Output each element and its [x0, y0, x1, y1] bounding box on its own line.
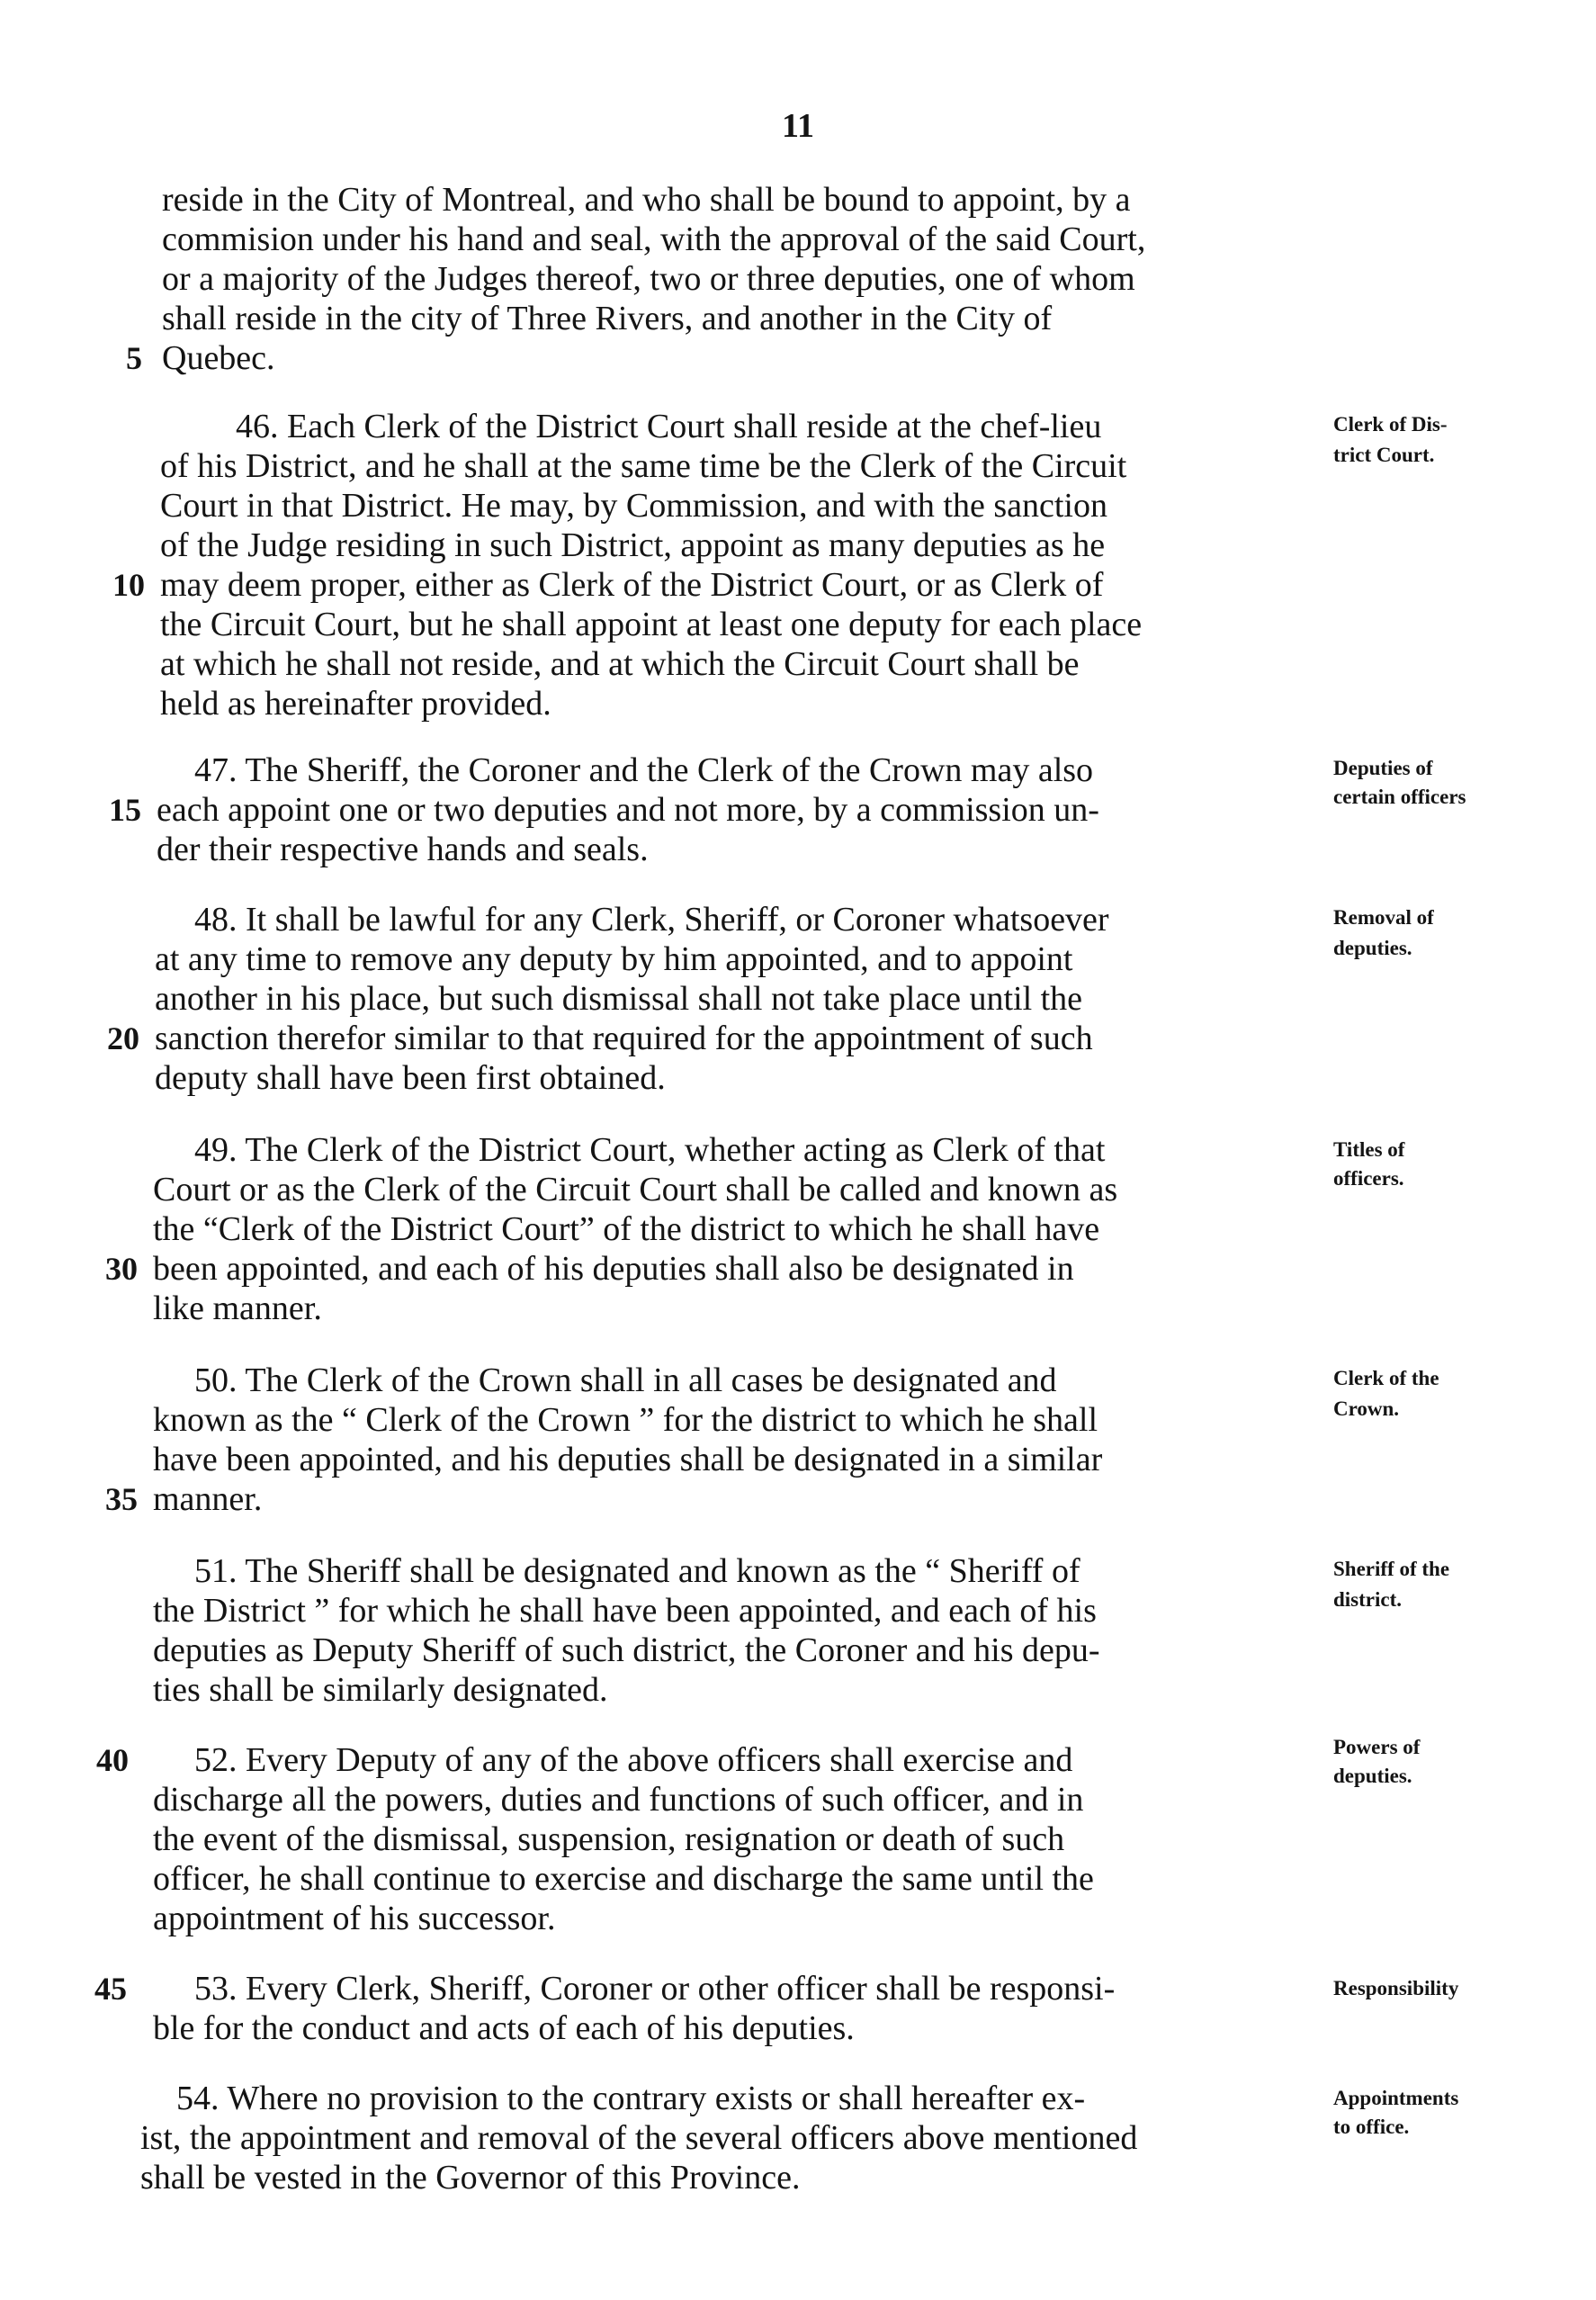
line-number: 15 [109, 792, 141, 828]
body-line: each appoint one or two deputies and not more, by a commission un- [157, 791, 1099, 829]
page-number: 11 [782, 107, 814, 145]
margin-note: Removal of [1333, 906, 1434, 929]
line-number: 30 [105, 1251, 138, 1287]
margin-note: certain officers [1333, 786, 1466, 808]
line-number: 35 [105, 1481, 138, 1517]
section-53-first-line: 53. Every Clerk, Sheriff, Coroner or other officer shall be responsi- [194, 1970, 1116, 2008]
body-line: Quebec. [162, 339, 275, 377]
margin-note: Deputies of [1333, 757, 1433, 779]
line-number: 20 [107, 1020, 139, 1056]
body-line: been appointed, and each of his deputies shall also be designated in [153, 1250, 1074, 1288]
body-line: discharge all the powers, duties and functions of such officer, and in [153, 1781, 1084, 1819]
body-line: known as the “ Clerk of the Crown ” for the district to which he shall [153, 1401, 1098, 1439]
body-line: the event of the dismissal, suspension, resignation or death of such [153, 1820, 1065, 1858]
body-line: the District ” for which he shall have been appointed, and each of his [153, 1592, 1097, 1630]
body-line: deputy shall have been first obtained. [155, 1059, 666, 1097]
body-line: sanction therefor similar to that required for the appointment of such [155, 1020, 1093, 1057]
body-line: the “Clerk of the District Court” of the district to which he shall have [153, 1210, 1100, 1248]
body-line: at which he shall not reside, and at which the Circuit Court shall be [160, 645, 1080, 683]
body-line: of his District, and he shall at the same time be the Clerk of the Circuit [160, 447, 1127, 485]
margin-note: Responsibility [1333, 1977, 1459, 1999]
margin-note: officers. [1333, 1167, 1404, 1190]
section-49-first-line: 49. The Clerk of the District Court, whether acting as Clerk of that [194, 1131, 1106, 1169]
line-number: 10 [112, 567, 145, 603]
margin-note: Crown. [1333, 1397, 1400, 1420]
body-line: der their respective hands and seals. [157, 831, 649, 868]
body-line: like manner. [153, 1289, 322, 1327]
body-line: have been appointed, and his deputies shall be designated in a similar [153, 1441, 1103, 1478]
margin-note: deputies. [1333, 1765, 1412, 1787]
margin-note: Titles of [1333, 1138, 1405, 1161]
body-line: officer, he shall continue to exercise and discharge the same until the [153, 1860, 1094, 1898]
section-50-first-line: 50. The Clerk of the Crown shall in all cases be designated and [194, 1361, 1057, 1399]
body-line: ties shall be similarly designated. [153, 1671, 608, 1709]
line-number: 45 [94, 1971, 127, 2007]
body-line: another in his place, but such dismissal shall not take place until the [155, 980, 1083, 1018]
body-line: Court in that District. He may, by Commission, and with the sanction [160, 487, 1107, 525]
margin-note: Appointments [1333, 2087, 1459, 2109]
margin-note: Sheriff of the [1333, 1558, 1450, 1580]
margin-note: district. [1333, 1588, 1403, 1611]
section-54-first-line: 54. Where no provision to the contrary exists or shall hereafter ex- [176, 2080, 1086, 2117]
margin-note: to office. [1333, 2116, 1410, 2138]
margin-note: trict Court. [1333, 444, 1435, 466]
body-line: the Circuit Court, but he shall appoint at least one deputy for each place [160, 606, 1143, 643]
line-number: 40 [96, 1742, 129, 1778]
body-line: commision under his hand and seal, with the approval of the said Court, [162, 220, 1146, 258]
body-line: shall reside in the city of Three Rivers, and another in the City of [162, 300, 1053, 337]
body-line: at any time to remove any deputy by him appointed, and to appoint [155, 940, 1073, 978]
margin-note: Powers of [1333, 1736, 1421, 1758]
body-line: may deem proper, either as Clerk of the District Court, or as Clerk of [160, 566, 1104, 604]
body-line: shall be vested in the Governor of this Province. [140, 2159, 801, 2197]
body-line: reside in the City of Montreal, and who shall be bound to appoint, by a [162, 181, 1131, 219]
line-number: 5 [126, 340, 142, 376]
body-line: of the Judge residing in such District, appoint as many deputies as he [160, 526, 1106, 564]
body-line: Court or as the Clerk of the Circuit Court shall be called and known as [153, 1171, 1118, 1208]
body-line: manner. [153, 1480, 263, 1518]
margin-note: Clerk of the [1333, 1367, 1439, 1389]
section-52-first-line: 52. Every Deputy of any of the above officers shall exercise and [194, 1741, 1073, 1779]
body-line: ist, the appointment and removal of the several officers above mentioned [140, 2119, 1138, 2157]
section-48-first-line: 48. It shall be lawful for any Clerk, Sheriff, or Coroner whatsoever [194, 901, 1109, 939]
margin-note: deputies. [1333, 937, 1412, 959]
section-46-first-line: 46. Each Clerk of the District Court shall reside at the chef-lieu [236, 408, 1102, 445]
body-line: held as hereinafter provided. [160, 685, 551, 723]
section-51-first-line: 51. The Sheriff shall be designated and known as the “ Sheriff of [194, 1552, 1080, 1590]
margin-note: Clerk of Dis- [1333, 413, 1448, 436]
body-line: appointment of his successor. [153, 1900, 556, 1937]
body-line: deputies as Deputy Sheriff of such district, the Coroner and his depu- [153, 1631, 1100, 1669]
body-line: or a majority of the Judges thereof, two or three deputies, one of whom [162, 260, 1135, 298]
section-47-first-line: 47. The Sheriff, the Coroner and the Clerk of the Crown may also [194, 751, 1094, 789]
body-line: ble for the conduct and acts of each of his deputies. [153, 2009, 855, 2047]
